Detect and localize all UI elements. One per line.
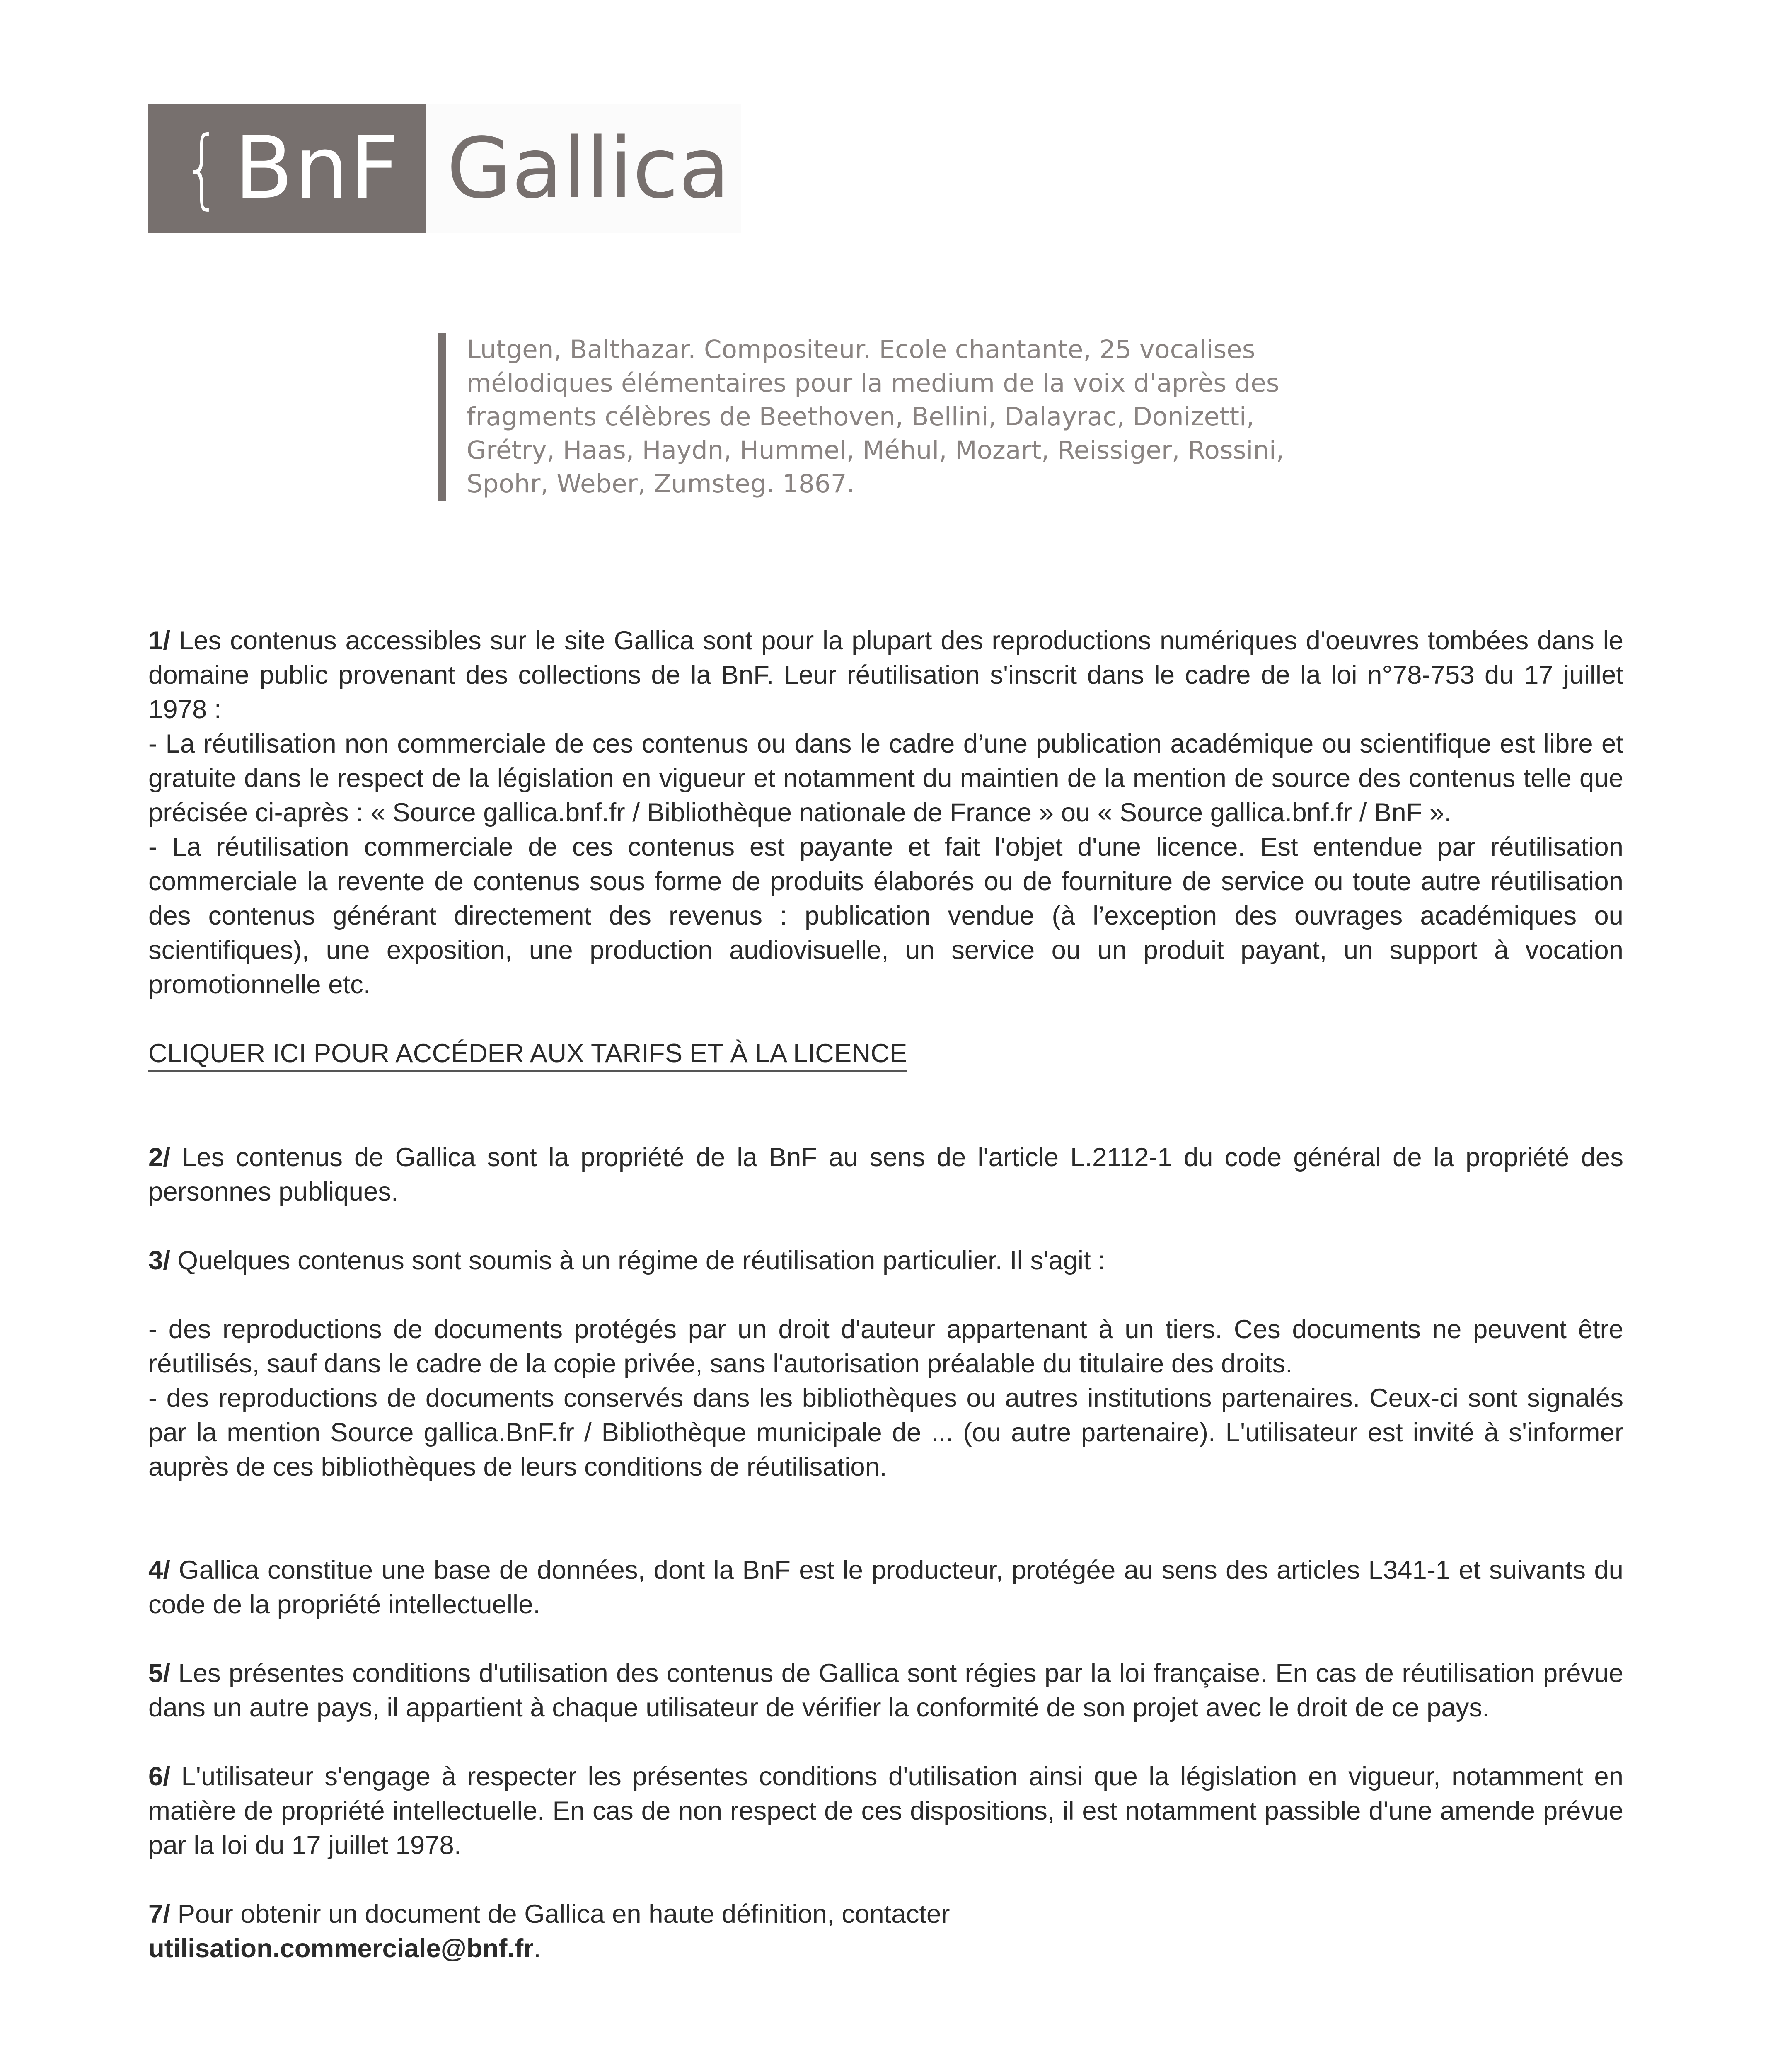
bibliographic-citation: Lutgen, Balthazar. Compositeur. Ecole chantante, 25 vocalises mélodiques élémentaires pour la medium de la voix d'après des fragments célèbres de Beethoven, Bellini, Dalayrac, Donizetti, Grétry, Haas, Haydn, Hummel, Méhul, Mozart, Reissiger, Rossini, Spohr, Weber, Zumsteg. 1867. [438,333,1341,501]
section-3-text: Quelques contenus sont soumis à un régime de réutilisation particulier. Il s'agit : [170,1246,1105,1275]
license-link-paragraph [148,1036,1623,1072]
section-7-text: Pour obtenir un document de Gallica en haute définition, contacter [170,1900,950,1929]
section-1-item-1: - La réutilisation non commerciale de ces contenus ou dans le cadre d’une publication académique ou scientifique est libre et gratuite dans le respect de la législation en vigueur et notamment du maintien de la mention de source des contenus telle que précisée ci-après : « Source gallica.bnf.fr / Bibliothèque nationale de France » ou « Source gallica.bnf.fr / BnF ». [148,729,1623,827]
logo-brace: { [182,118,222,218]
section-1-number: 1/ [148,626,170,655]
section-1 [148,624,1623,727]
section-6 [148,1760,1623,1863]
bnf-logo-box [148,104,426,233]
logo-gallica-name: Gallica [426,104,741,233]
section-4 [148,1553,1623,1622]
bnf-gallica-logo [148,104,741,233]
section-3-number: 3/ [148,1246,170,1275]
section-2-number: 2/ [148,1143,170,1172]
spacer [148,1072,1623,1140]
section-7-number: 7/ [148,1900,170,1929]
section-3-item-2: - des reproductions de documents conservés dans les bibliothèques ou autres institutions partenaires. Ceux-ci sont signalés par la mention Source gallica.BnF.fr / Bibliothèque municipale de ... (ou autre partenaire). L'utilisateur est invité à s'informer auprès de ces bibliothèques de leurs conditions de réutilisation. [148,1384,1623,1481]
section-1-intro: Les contenus accessibles sur le site Gallica sont pour la plupart des reproductions numériques d'oeuvres tombées dans le domaine public provenant des collections de la BnF. Leur réutilisation s'inscrit dans le cadre de la loi n°78-753 du 17 juillet 1978 : [148,626,1623,724]
license-link[interactable]: CLIQUER ICI POUR ACCÉDER AUX TARIFS ET À LA LICENCE [148,1037,907,1072]
section-6-number: 6/ [148,1762,170,1791]
section-2 [148,1140,1623,1209]
spacer [148,1622,1623,1656]
section-1-item-2: - La réutilisation commerciale de ces contenus est payante et fait l'objet d'une licence. Est entendue par réutilisation commerciale la revente de contenus sous forme de produits élaborés ou de fourniture de service ou toute autre réutilisation des contenus générant directement des revenus : publication vendue (à l’exception des ouvrages académiques ou scientifiques), une exposition, une production audiovisuelle, un service ou un produit payant, un support à vocation promotionnelle etc. [148,833,1623,999]
section-7 [148,1897,1623,1966]
terms-of-use [148,624,1623,1966]
section-5 [148,1656,1623,1725]
section-6-text: L'utilisateur s'engage à respecter les présentes conditions d'utilisation ainsi que la législation en vigueur, notamment en matière de propriété intellectuelle. En cas de non respect de ces dispositions, il est notamment passible d'une amende prévue par la loi du 17 juillet 1978. [148,1762,1623,1860]
section-5-number: 5/ [148,1659,170,1688]
spacer [148,1278,1623,1312]
contact-email[interactable]: utilisation.commerciale@bnf.fr [148,1934,534,1963]
section-3-item-1: - des reproductions de documents protégés par un droit d'auteur appartenant à un tiers. Ces documents ne peuvent être réutilisés, sauf dans le cadre de la copie privée, sans l'autorisation préalable du titulaire des droits. [148,1315,1623,1378]
section-2-text: Les contenus de Gallica sont la propriété de la BnF au sens de l'article L.2112-1 du code général de la propriété des personnes publiques. [148,1143,1623,1206]
spacer [148,1725,1623,1760]
spacer [148,1209,1623,1244]
section-5-text: Les présentes conditions d'utilisation des contenus de Gallica sont régies par la loi française. En cas de réutilisation prévue dans un autre pays, il appartient à chaque utilisateur de vérifier la conformité de son projet avec le droit de ce pays. [148,1659,1623,1722]
spacer [148,1484,1623,1553]
section-3 [148,1244,1623,1278]
spacer [148,1863,1623,1897]
logo-brand: BnF [234,118,400,218]
section-4-text: Gallica constitue une base de données, dont la BnF est le producteur, protégée au sens des articles L341-1 et suivants du code de la propriété intellectuelle. [148,1556,1623,1619]
section-7-end: . [533,1934,541,1963]
spacer [148,1002,1623,1036]
section-4-number: 4/ [148,1556,170,1585]
